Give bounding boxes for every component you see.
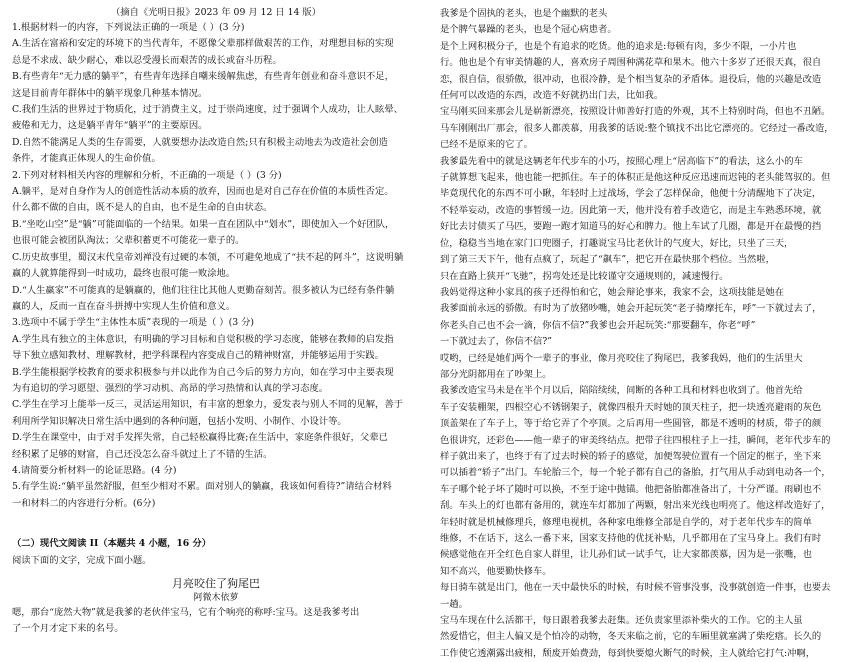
left-column [12, 0, 420, 638]
story-author: 阿微木依萝 [193, 593, 239, 603]
text-line: 我爹是个固执的老头，也是个幽默的老头 [440, 8, 608, 19]
text-line: 好比去讨债买了马匹，要跑一跑才知道马的好心和脾力。他上车试了几圈，都是开在最慢的挡 [440, 221, 822, 233]
text-line: 我爹面前永远的骄傲。有时为了放猪吵嘴，她会开起玩笑“老子骑摩托车，呼”一下就过去了， [440, 303, 822, 315]
text-line: 1.根据材料一的内容，下列说法正确的一项是（ ）(3 分) [12, 22, 245, 33]
text-line: 色很讲究，还彩色——他一辈子的审美终结点。把带子往四根柱子上一挂，瞬间，老年代步车的 [440, 434, 831, 446]
section-intro: 阅读下面的文字，完成下面小题。 [12, 554, 152, 566]
text-line: 赢的人，反而一直在奋斗拼搏中实现人生价值和意义。 [12, 300, 236, 312]
text-line: 车子哪个轮子坏了随时可以换，不至于途中抛锚。他把备胎都准备出了，十分严谨。雨刷也不 [440, 483, 822, 495]
text-line: B.学生能根据学校教育的要求积极参与并以此作为自己今后的努力方向，如在学习中主要表现 [12, 366, 394, 378]
text-line: 也很可能会被团队淘汰；父辈积蓄更不可能花一辈子的。 [12, 235, 245, 247]
text-line: 马车刚刚出厂那会，很多人都羡慕，用我爹的话说:整个镇找不出比它漂亮的。它经过一番改造， [440, 122, 834, 134]
text-line: 是个上网积极分子，也是个有追求的吃货。他的追求是:每顿有肉，多少不限，一小片也 [440, 40, 797, 52]
text-line: 可以插着“轿子”出门。车轮胎三个，每一个轮子都有自己的备胎，打气用从手动到电动各一个， [440, 467, 831, 479]
text-line: 只在直路上狭开“飞驰”，拐弯处还是比较谨守交通规则的，减速慢行。 [440, 270, 729, 282]
text-line: B.“坐吃山空”是“躺”可能面临的一个结果。如果一直在团队中“划水”，即使加入一个好团队， [12, 218, 395, 230]
text-line: 顶盖架在了车子上，等于给它弄了个亭顶。之后再用一些圆管，都是不透明的材质，带子的颜 [440, 418, 822, 430]
text-line: 为有追切的学习愿望、强烈的学习动机、高昂的学习热情和认真的学习态度。 [12, 382, 329, 394]
text-line: C.学生在学习上能举一反三，灵活运用知识，有丰富的想象力，爱发表与别人不同的见解，善于 [12, 399, 403, 411]
text-line: D.自然不能满足人类的生存需要，人就要想办法改造自然;只有积极主动地去为改造社会创造 [12, 136, 388, 148]
text-line: 候感觉他在开全红色自家人群里，让儿孙们试一试手气，让大家都羡慕，因为是一张嘴，也 [440, 549, 812, 561]
story-title: 月亮咬住了狗尾巴 [172, 577, 260, 590]
text-line: 一趟。 [440, 598, 468, 610]
source-citation: （摘自《光明日报》2023 年 09 月 12 日 14 版） [111, 7, 321, 18]
text-line: 不轻举妄动，改造的事暂缓一边。因此第一天，他并没有着手改造它，而是主车熟悉环境，就 [440, 204, 822, 216]
text-line: 车子安装棚架，四根空心不锈钢架子，就像四根升天时她的顶天柱子，把一块透亮避雨的灰色 [440, 401, 822, 413]
story-body [440, 6, 850, 662]
text-line: 宝马车现在什么活都干，每日跟着我爹去赶集。还负责家里添补柴火的工作。它的主人虽 [440, 615, 803, 627]
text-line: 维修，不在话下，这么一番下来，国家支持他的优抚补贴，几乎都用在了宝马身上。我们有时 [440, 533, 822, 544]
text-line: 利用所学知识解决日常生活中遇到的各种问题，包括小发明、小制作、小设计等。 [12, 415, 347, 427]
story-opening [12, 605, 420, 638]
text-line: 哎哟，已经是她们两个一辈子的事业，像月亮咬住了狗尾巴，我爹我妈，他们的生活里大 [440, 352, 803, 364]
text-line: 然爱惜它，但主人偏又是个怕冷的动物，冬天来临之前，它的车厢里就塞满了柴疙瘩。长久的 [440, 631, 822, 643]
text-line: 年轻时就是机械修理兵，修理电视机，各种家电维修全部是自学的，对于老年代步车的简单 [440, 516, 812, 528]
text-line: 位，稳稳当当地在家门口兜圈子，打趣说宝马比老伙计的气度大，好比，只坐了三天， [440, 237, 794, 249]
text-line: 5.有学生说:“躺平虽然舒服，但至少相对不累。面对别人的躺赢，我该如何看待?”请结合材料 [12, 481, 392, 493]
text-line: 刮。车头上的灯也都有备用的，就连车灯都加了两颗，射出来光线也明亮了。他这样改造好了， [440, 500, 831, 512]
text-line: D.学生在课堂中，由于对手发挥失常，自己轻松赢得比赛;在生活中，家庭条件很好，父辈已 [12, 432, 388, 444]
text-line: 导下独立感知教材、理解教材，把学科课程内容变成自己的精神财富，并能够运用于实践。 [12, 350, 384, 362]
text-line: A.生活在富裕和安定的环境下的当代青年，不愿像父辈那样做艰苦的工作，对理想目标的实现 [12, 38, 394, 50]
text-line: 部分光阴都用在了吵架上。 [440, 368, 552, 380]
text-line: 我妈觉得这种小家具的孩子还得怕和它，她会辩论事来，我家不会，这项技能是她在 [440, 286, 784, 298]
text-line: 条件，才能真正体现人的生命价值。 [12, 153, 161, 165]
text-line: B.有些青年“无力感的躺平”，有些青年选择自嘲来缓解焦虑，有些青年创业和奋斗意识不足， [12, 71, 394, 83]
text-line: 宝马刚买回来那会儿是崭新漂亮，按照设计师善好打造的外观，其不上特别时尚，但也不丑陋。 [440, 106, 831, 118]
text-line: 子就算想飞起来，他也能一把抓住。车子的体积正是他这种反应迅速而迟钝的老头能驾驭的。但 [440, 172, 831, 184]
text-line: 经积累了足够的财富，自己还没怎么奋斗就过上了不错的生活。 [12, 448, 273, 460]
text-line: 嗯，那台“庞然大物”就是我爹的老伙伴宝马，它有个响亮的称呼:宝马。这是我爹考出 [12, 607, 360, 618]
text-line: 赢的人就算能得到一时成功，最终也很可能一败涂地。 [12, 268, 236, 280]
section-heading: （二）现代文阅读 II（本题共 4 小题，16 分） [12, 538, 212, 550]
text-line: 我爹最先看中的就是这辆老年代步车的小巧，按照心理上“居高临下”的看法，这么小的车 [440, 155, 803, 167]
text-line: 毕竟现代化的东西不可小瞅，年轻时上过战场，学会了怎样保命，他便十分清醒地下了决定， [440, 188, 822, 200]
text-line: 到了第三天下午，他有点疯了，玩起了“飙车”，把它开在最快那个档位。当然啦， [440, 254, 775, 266]
questions-block [12, 20, 420, 512]
text-line: 了一个月才定下来的名号。 [12, 623, 124, 635]
text-line: 这是目前青年群体中的躺平现象几种基本情况。 [12, 87, 208, 99]
text-line: 行。他也是个有审美情趣的人，喜欢房子周围种满花草和果木。他六十多岁了还很天真，很自 [440, 57, 822, 69]
text-line: 已经不是原来的它了。 [440, 139, 533, 151]
text-line: 4.请简要分析材料一的论证思路。(4 分) [12, 464, 177, 476]
text-line: A.学生具有独立的主体意识，有明确的学习目标和自觉积极的学习态度，能够在教师的启发指 [12, 333, 394, 345]
text-line: 总是不求成、缺少耐心，难以忍受漫长而艰苦的成长或奋斗历程。 [12, 54, 282, 66]
text-line: 样子就出来了，也终于有了过去时候的轿子的感觉，加便驾驶位置有一个固定的框子，坐下来 [440, 450, 822, 462]
text-line: 什么都不做的自由，既不是人的自由，也不是生命的自由状态。 [12, 202, 273, 214]
text-line: 疲倦和无力，这是躺平青年“躺平”的主要原因。 [12, 120, 208, 132]
right-column [440, 0, 850, 662]
text-line: 一和材料二的内容进行分析。(6分) [12, 497, 156, 509]
text-line: A.躺平，是对自身作为人的创造性活动本质的放弃，因而也是对自己存在价值的本质性否定。 [12, 186, 394, 198]
text-line: 一下就过去了，你信不信?” [440, 336, 553, 348]
text-line: 是个脾气暴躁的老头，也是个冠心病患者。 [440, 24, 617, 36]
text-line: 每日骑车就是出门，他在一天中最快乐的时候，有时候不管事没事，没事就创造一件事，也要去 [440, 582, 831, 594]
text-line: 工作使它透潮露出疲相，颓废开始费劲，每到快要熄火断气的时候，主人就给它打气:冲啊， [440, 647, 816, 659]
text-line: 恋，很自信，很骄傲，很冲动，也很冷静，是个相当复杂的矛盾体。退役后，他的兴趣是改造 [440, 73, 822, 85]
text-line: 2.下列对材料相关内容的理解和分析，不正确的一项是（ ）(3 分) [12, 169, 282, 181]
text-line: 我爹改造宝马未是在半个月以后，陪陪续续，间断的各种工具和材料也收到了。他首先给 [440, 385, 803, 397]
text-line: 你老头自己也不会一滴，你信不信?”我爹也会开起玩笑:“那要翻车，你老“呼” [440, 319, 756, 331]
text-line: 任何可以改造的东西，改造不好就扔出门去，比如我。 [440, 90, 664, 102]
text-line: 3.选项中不属于学生“主体性本质”表现的一项是（ ）(3 分) [12, 317, 254, 329]
text-line: C.历史故事里，蜀汉末代皇帝刘禅没有过硬的本领，不可避免地成了“扶不起的阿斗”，这说明躺 [12, 251, 404, 263]
text-line: 知不高兴，他要勤快修车。 [440, 565, 552, 577]
text-line: D.“人生赢家”不可能真的是躺赢的，他们往往比其他人更勤奋刻苦。很多被认为已经有条件躺 [12, 284, 395, 296]
text-line: C.我们生活的世界过于物质化，过于消费主义，过于崇尚速度，过于强调个人成功，让人眩晕、 [12, 104, 403, 116]
